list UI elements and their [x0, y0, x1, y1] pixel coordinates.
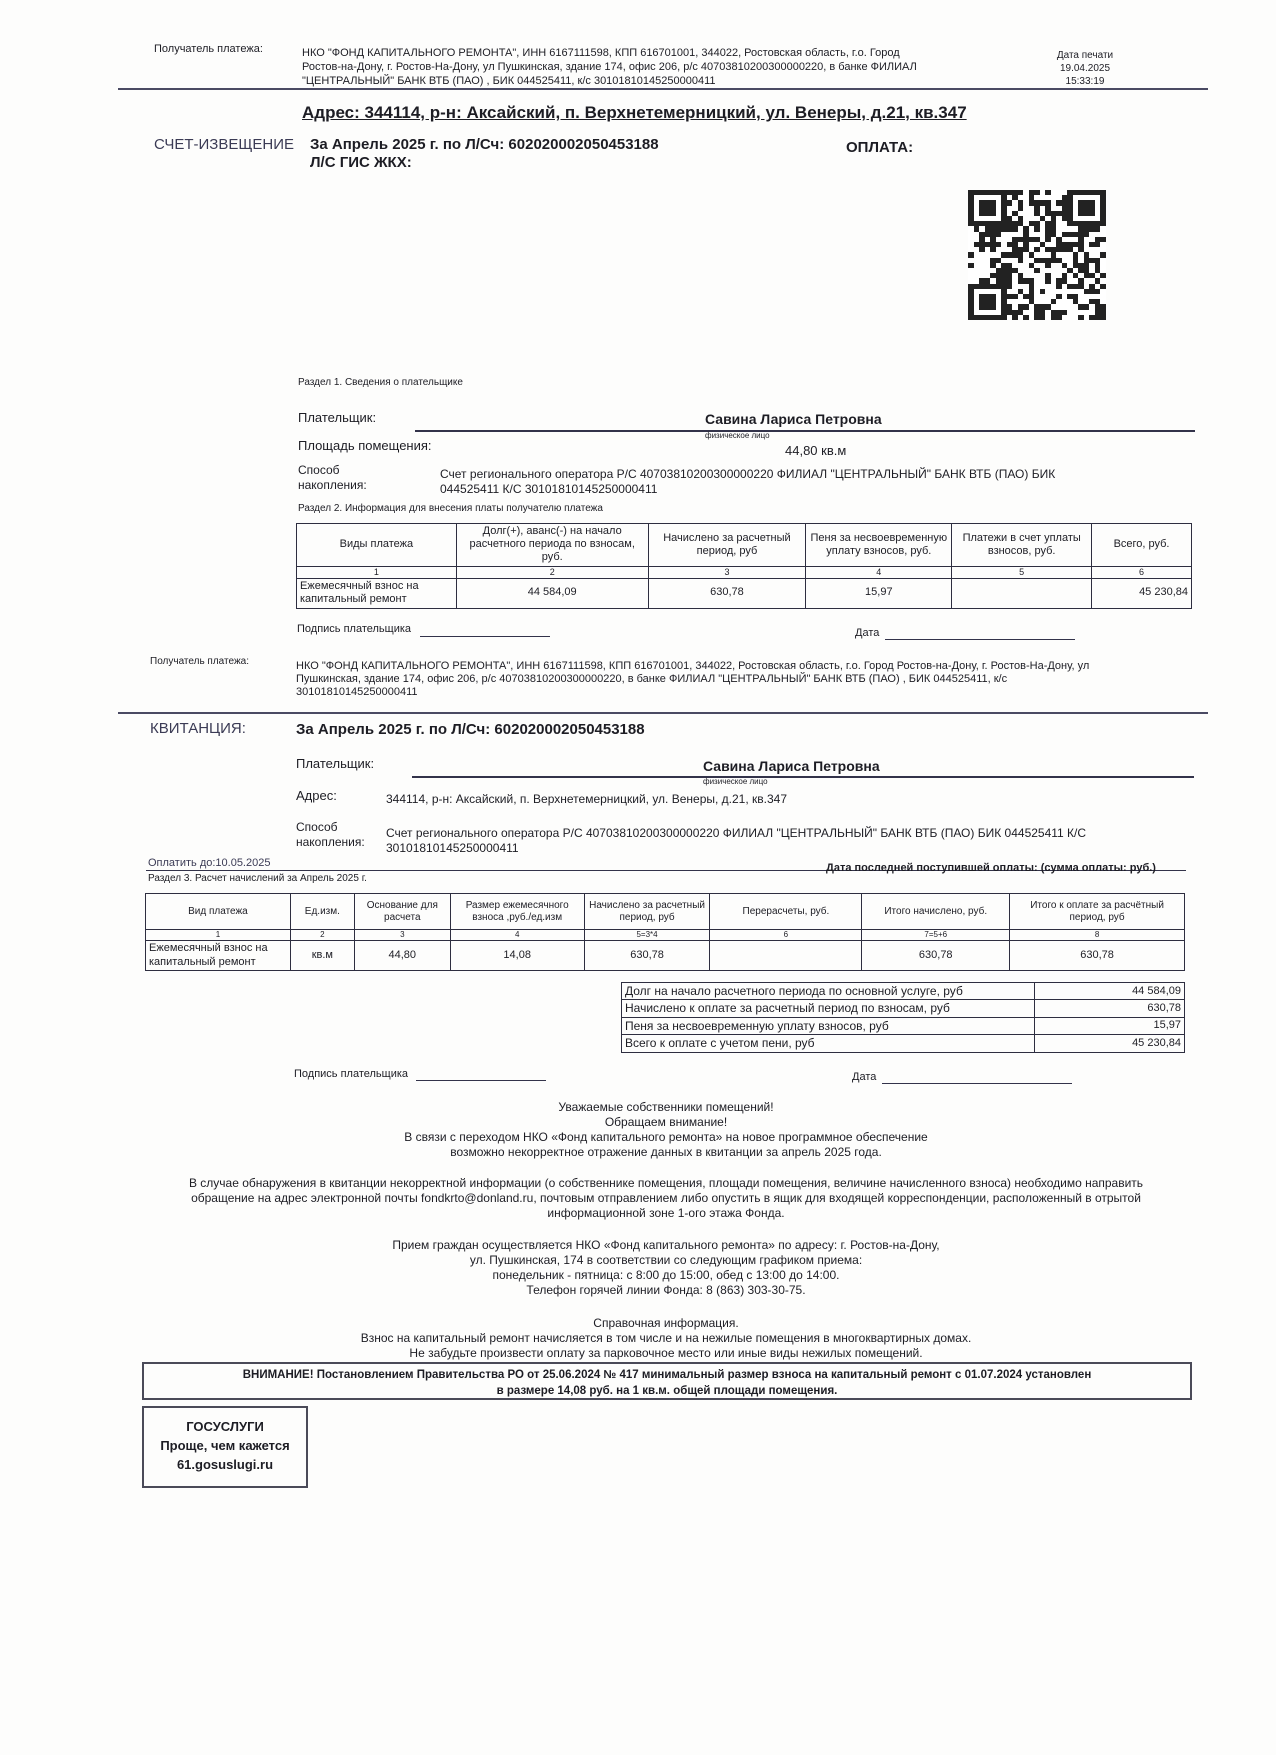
print-date-value: 19.04.2025 15:33:19 — [1059, 63, 1111, 87]
print-date-label: Дата печати — [1056, 50, 1114, 61]
notice-line: ул. Пушкинская, 174 в соответствии со следующим графиком приема: — [469, 1253, 863, 1267]
area-label: Площадь помещения: — [298, 438, 432, 453]
summary-table — [621, 982, 1185, 1053]
method-value-line: Счет регионального оператора Р/С 40703810200300000220 ФИЛИАЛ "ЦЕНТРАЛЬНЫЙ" БАНК ВТБ (ПАО) БИК — [440, 467, 1056, 481]
receipt-payer-name: Савина Лариса Петровна — [703, 758, 880, 774]
warning-box — [142, 1362, 1192, 1400]
summary-label: Долг на начало расчетного периода по основной услуге, руб — [622, 983, 1035, 1000]
gosuslugi-box — [142, 1406, 308, 1488]
table-header: Виды платежа — [297, 524, 457, 567]
summary-label: Всего к оплате с учетом пени, руб — [622, 1035, 1035, 1052]
method-label — [298, 463, 367, 493]
table-cell: 630,78 — [648, 578, 806, 608]
method-label-line: накопления: — [296, 835, 365, 849]
column-number: 4 — [450, 930, 584, 941]
column-number: 5=3*4 — [584, 930, 710, 941]
column-number: 6 — [710, 930, 862, 941]
method-value-line: 044525411 К/С 30101810145250000411 — [440, 482, 658, 496]
signature-line — [420, 636, 550, 637]
section2-title: Раздел 2. Информация для внесения платы получателю платежа — [298, 503, 603, 514]
warning-line: ВНИМАНИЕ! Постановлением Правительства РО от 25.06.2024 № 417 минимальный размер взноса на капитальный ремонт с 01.07.2024 установлен — [242, 1369, 1092, 1381]
table-header-row — [297, 524, 1192, 567]
signature-label-2: Подпись плательщика — [294, 1068, 409, 1080]
summary-value: 45 230,84 — [1035, 1035, 1185, 1052]
notice-line: В случае обнаружения в квитанции некорректной информации (о собственнике помещения, площади помещения, величине начисленного взноса) необходимо направить — [188, 1176, 1144, 1190]
table-number-row — [297, 566, 1192, 578]
table-cell — [952, 578, 1092, 608]
warning-line: в размере 14,08 руб. на 1 кв.м. общей площади помещения. — [496, 1385, 838, 1397]
notice-reception — [146, 1238, 1186, 1298]
notice-line: Справочная информация. — [593, 1316, 739, 1330]
signature-line-2 — [416, 1080, 546, 1081]
table-cell: 14,08 — [450, 941, 584, 971]
warning-text — [144, 1364, 1190, 1399]
gosuslugi-url: 61.gosuslugi.ru — [176, 1457, 274, 1472]
column-number: 1 — [146, 930, 291, 941]
summary-value: 630,78 — [1035, 1000, 1185, 1017]
payment-label: ОПЛАТА: — [846, 139, 914, 156]
notice-line: Телефон горячей линии Фонда: 8 (863) 303-30-75. — [526, 1283, 806, 1297]
section-divider — [118, 712, 1208, 714]
method-value — [440, 467, 1055, 497]
invoice-period — [310, 136, 659, 172]
recipient-line: НКО "ФОНД КАПИТАЛЬНОГО РЕМОНТА", ИНН 6167111598, КПП 616701001, 344022, Ростовская область, г.о. Город — [302, 47, 900, 59]
table-cell — [710, 941, 862, 971]
gosuslugi-text — [144, 1408, 306, 1474]
print-date — [1040, 49, 1130, 88]
invoice-label: СЧЕТ-ИЗВЕЩЕНИЕ — [154, 136, 295, 153]
recipient2-label: Получатель платежа: — [150, 656, 249, 667]
date-line — [885, 639, 1075, 640]
summary-value: 44 584,09 — [1035, 983, 1185, 1000]
table-header: Начислено за расчетный период, руб — [648, 524, 806, 567]
table-cell: Ежемесячный взнос на капитальный ремонт — [297, 578, 457, 608]
area-value: 44,80 кв.м — [785, 443, 847, 458]
notice-line: понедельник - пятница: с 8:00 до 15:00, обед с 13:00 до 14:00. — [492, 1268, 840, 1282]
column-number: 8 — [1010, 930, 1185, 941]
summary-row — [622, 1017, 1185, 1034]
notice-line: Взнос на капитальный ремонт начисляется в том числе и на нежилые помещения в многоквартирных домах. — [360, 1331, 972, 1345]
column-number: 5 — [952, 566, 1092, 578]
notice-line: В связи с переходом НКО «Фонд капитального ремонта» на новое программное обеспечение — [404, 1130, 928, 1144]
table-number-row — [146, 930, 1185, 941]
receipt-payer-underline — [412, 776, 1194, 778]
table-cell: 630,78 — [862, 941, 1010, 971]
table-header: Вид платежа — [146, 894, 291, 930]
table-header: Долг(+), аванс(-) на начало расчетного периода по взносам, руб. — [456, 524, 648, 567]
notice-header — [146, 1100, 1186, 1160]
gis-account-line: Л/С ГИС ЖКХ: — [310, 154, 412, 171]
gosuslugi-slogan: Проще, чем кажется — [160, 1438, 290, 1453]
table-cell: Ежемесячный взнос на капитальный ремонт — [146, 941, 291, 971]
notice-line: Не забудьте произвести оплату за парковочное место или иные виды нежилых помещений. — [409, 1346, 923, 1360]
table-header: Всего, руб. — [1092, 524, 1192, 567]
column-number: 4 — [806, 566, 952, 578]
signature-label: Подпись плательщика — [297, 623, 412, 635]
summary-value: 15,97 — [1035, 1017, 1185, 1034]
summary-row — [622, 983, 1185, 1000]
table-header: Итого к оплате за расчётный период, руб — [1010, 894, 1185, 930]
recipient-line: "ЦЕНТРАЛЬНЫЙ" БАНК ВТБ (ПАО) , БИК 044525411, к/с 30101810145250000411 — [302, 75, 716, 87]
receipt-label: КВИТАНЦИЯ: — [150, 720, 246, 737]
table-header: Платежи в счет уплаты взносов, руб. — [952, 524, 1092, 567]
summary-row — [622, 1000, 1185, 1017]
table-header: Итого начислено, руб. — [862, 894, 1010, 930]
notice-line: обращение на адрес электронной почты fondkrto@donland.ru, почтовым отправлением либо опустить в ящик для входящей корреспонденции, расположенный в отрытой — [191, 1191, 1141, 1205]
table-header: Пеня за несвоевременную уплату взносов, руб. — [806, 524, 952, 567]
notice-line: Уважаемые собственники помещений! — [558, 1100, 774, 1114]
table-header: Перерасчеты, руб. — [710, 894, 862, 930]
receipt-address-value: 344114, р-н: Аксайский, п. Верхнетемерницкий, ул. Венеры, д.21, кв.347 — [386, 792, 788, 806]
column-number: 2 — [290, 930, 354, 941]
column-number: 6 — [1092, 566, 1192, 578]
column-number: 7=5+6 — [862, 930, 1010, 941]
receipt-address-label: Адрес: — [296, 788, 337, 803]
receipt-payer-label: Плательщик: — [296, 756, 375, 771]
date-label: Дата — [855, 627, 880, 639]
date-line-2 — [882, 1083, 1072, 1084]
method-label-line: накопления: — [298, 478, 367, 492]
summary-row — [622, 1035, 1185, 1052]
section1-title: Раздел 1. Сведения о плательщике — [298, 377, 463, 388]
recipient-details — [302, 46, 982, 88]
table-cell: 44 584,09 — [456, 578, 648, 608]
table-row — [146, 941, 1185, 971]
method-value-line: Счет регионального оператора Р/С 40703810200300000220 ФИЛИАЛ "ЦЕНТРАЛЬНЫЙ" БАНК ВТБ (ПАО) БИК 044525411 К/С — [386, 826, 1087, 840]
qr-code-icon — [968, 190, 1106, 320]
recipient-label: Получатель платежа: — [154, 43, 263, 55]
table-header: Начислено за расчетный период, руб — [584, 894, 710, 930]
notice-incorrect-info — [146, 1176, 1186, 1221]
column-number: 3 — [648, 566, 806, 578]
last-payment: Дата последней поступившей оплаты: (сумма оплаты: руб.) — [826, 862, 1156, 874]
receipt-method-label — [296, 820, 365, 850]
column-number: 2 — [456, 566, 648, 578]
recipient2-line: Пушкинская, здание 174, офис 206, р/с 40703810200300000220, в банке ФИЛИАЛ "ЦЕНТРАЛЬНЫЙ" БАНК ВТБ (ПАО) , БИК 044525411, к/с — [296, 673, 1008, 685]
payer-name: Савина Лариса Петровна — [705, 411, 882, 427]
recipient2-line: НКО "ФОНД КАПИТАЛЬНОГО РЕМОНТА", ИНН 6167111598, КПП 616701001, 344022, Ростовская область, г.о. Город Ростов-на-Дону, г. Ростов-На-Дону, ул — [296, 660, 1090, 672]
table-row — [297, 578, 1192, 608]
table-cell: 15,97 — [806, 578, 952, 608]
receipt-period: За Апрель 2025 г. по Л/Сч: 602020002050453188 — [296, 721, 645, 738]
notice-reference — [146, 1316, 1186, 1361]
gosuslugi-title: ГОСУСЛУГИ — [186, 1419, 264, 1434]
column-number: 3 — [354, 930, 450, 941]
invoice-period-line: За Апрель 2025 г. по Л/Сч: 602020002050453188 — [310, 136, 659, 153]
section3-title: Раздел 3. Расчет начислений за Апрель 2025 г. — [148, 873, 367, 884]
table-cell: 630,78 — [1010, 941, 1185, 971]
table-cell: 45 230,84 — [1092, 578, 1192, 608]
notice-line: Прием граждан осуществляется НКО «Фонд капитального ремонта» по адресу: г. Ростов-на-Дону, — [392, 1238, 940, 1252]
column-number: 1 — [297, 566, 457, 578]
section3-table — [145, 893, 1185, 971]
table-cell: 44,80 — [354, 941, 450, 971]
method-label-line: Способ — [298, 463, 340, 477]
pay-until: Оплатить до:10.05.2025 — [148, 857, 271, 869]
table-cell: кв.м — [290, 941, 354, 971]
notice-line: Обращаем внимание! — [604, 1115, 728, 1129]
table-header: Ед.изм. — [290, 894, 354, 930]
section2-table — [296, 523, 1192, 609]
recipient2-line: 30101810145250000411 — [296, 686, 418, 698]
notice-line: возможно некорректное отражение данных в квитанции за апрель 2025 года. — [450, 1145, 882, 1159]
payer-type: физическое лицо — [705, 431, 770, 440]
method-value-line: 30101810145250000411 — [386, 841, 519, 855]
receipt-method-value — [386, 826, 1086, 856]
address-title: Адрес: 344114, р-н: Аксайский, п. Верхнетемерницкий, ул. Венеры, д.21, кв.347 — [302, 103, 967, 122]
table-header: Основание для расчета — [354, 894, 450, 930]
header-divider — [118, 88, 1208, 90]
payer-label: Плательщик: — [298, 410, 377, 425]
summary-label: Начислено к оплате за расчетный период по взносам, руб — [622, 1000, 1035, 1017]
notice-line: информационной зоне 1-ого этажа Фонда. — [547, 1206, 785, 1220]
date-label-2: Дата — [852, 1071, 877, 1083]
table-header: Размер ежемесячного взноса ,руб./ед.изм — [450, 894, 584, 930]
method-label-line: Способ — [296, 820, 338, 834]
recipient-line: Ростов-на-Дону, г. Ростов-На-Дону, ул Пушкинская, здание 174, офис 206, р/с 40703810200300000220, в банке ФИЛИАЛ — [302, 61, 917, 73]
receipt-payer-type: физическое лицо — [703, 777, 768, 786]
table-cell: 630,78 — [584, 941, 710, 971]
recipient2-details — [296, 660, 1176, 699]
summary-label: Пеня за несвоевременную уплату взносов, руб — [622, 1017, 1035, 1034]
table-header-row — [146, 894, 1185, 930]
payer-underline — [415, 430, 1195, 432]
